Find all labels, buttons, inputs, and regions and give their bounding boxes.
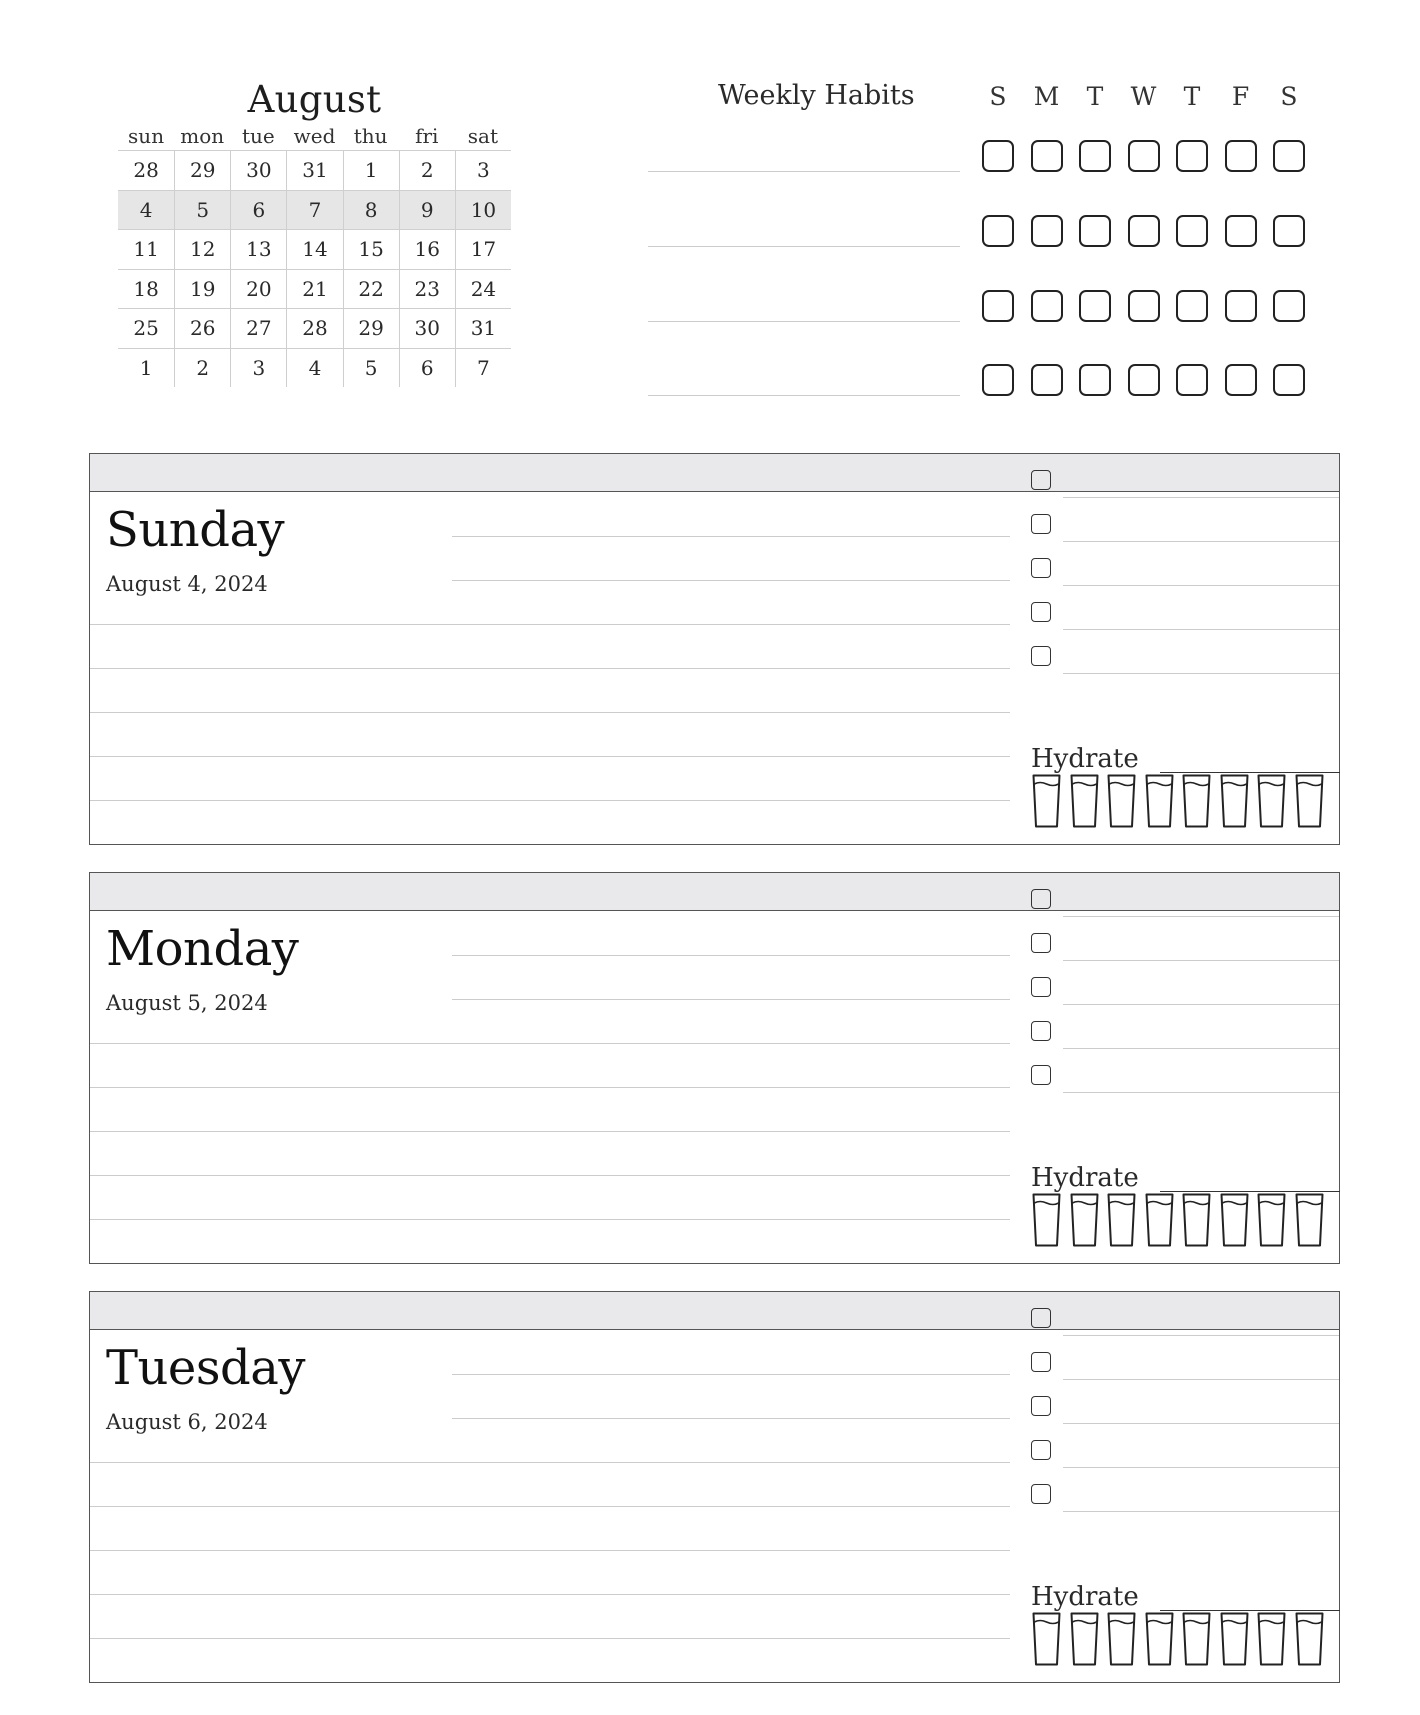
habit-checkbox[interactable] — [982, 140, 1014, 172]
notes-line[interactable] — [90, 1506, 1010, 1507]
notes-line[interactable] — [90, 800, 1010, 801]
calendar-day-cell[interactable]: 21 — [286, 269, 342, 309]
water-glass-icon[interactable] — [1182, 1612, 1211, 1666]
calendar-weekday-label: mon — [180, 124, 225, 148]
calendar-day-cell[interactable]: 28 — [118, 150, 174, 190]
day-date: August 5, 2024 — [106, 991, 268, 1015]
task-checkbox[interactable] — [1031, 646, 1051, 666]
water-glass-icon[interactable] — [1182, 1193, 1211, 1247]
calendar-day-cell[interactable]: 11 — [118, 229, 174, 269]
water-glass-icon[interactable] — [1145, 1612, 1174, 1666]
habit-checkbox[interactable] — [1079, 290, 1111, 322]
hydrate-label: Hydrate — [1031, 1163, 1139, 1193]
notes-line[interactable] — [452, 955, 1010, 956]
notes-line[interactable] — [452, 580, 1010, 581]
habit-checkbox[interactable] — [1273, 364, 1305, 396]
calendar-day-cell[interactable]: 17 — [455, 229, 511, 269]
habit-checkbox[interactable] — [1176, 215, 1208, 247]
calendar-day-cell[interactable]: 28 — [286, 308, 342, 348]
habit-checkbox[interactable] — [1176, 290, 1208, 322]
calendar-day-cell[interactable]: 4 — [286, 348, 342, 388]
task-line[interactable] — [1063, 541, 1339, 542]
habit-day-header: M — [1033, 82, 1060, 111]
calendar-weekday-label: tue — [241, 124, 275, 148]
day-date: August 6, 2024 — [106, 1410, 268, 1434]
notes-line[interactable] — [452, 1374, 1010, 1375]
calendar-day-cell[interactable]: 19 — [174, 269, 230, 309]
water-glass-icon[interactable] — [1220, 774, 1249, 828]
hydrate-line — [1160, 772, 1340, 773]
habit-checkbox[interactable] — [1031, 364, 1063, 396]
habit-checkbox[interactable] — [1128, 364, 1160, 396]
notes-line[interactable] — [90, 668, 1010, 669]
calendar-day-cell[interactable]: 3 — [455, 150, 511, 190]
habit-checkbox[interactable] — [982, 364, 1014, 396]
water-glass-icon[interactable] — [1295, 774, 1324, 828]
task-line[interactable] — [1063, 960, 1339, 961]
calendar-day-cell[interactable]: 30 — [230, 150, 286, 190]
water-glass-icon[interactable] — [1032, 774, 1061, 828]
hydrate-label: Hydrate — [1031, 1582, 1139, 1612]
habit-day-header: T — [1183, 82, 1201, 111]
notes-line[interactable] — [90, 1043, 1010, 1044]
calendar-day-cell[interactable]: 7 — [455, 348, 511, 388]
notes-line[interactable] — [90, 1175, 1010, 1176]
calendar-day-cell[interactable]: 3 — [230, 348, 286, 388]
habit-checkbox[interactable] — [1031, 140, 1063, 172]
hydrate-line — [1160, 1191, 1340, 1192]
water-glass-icon[interactable] — [1070, 1612, 1099, 1666]
habit-checkbox[interactable] — [1225, 215, 1257, 247]
habit-day-header: S — [989, 82, 1007, 111]
task-checkbox[interactable] — [1031, 1352, 1051, 1372]
water-glass-icon[interactable] — [1257, 1612, 1286, 1666]
habit-checkbox[interactable] — [1176, 364, 1208, 396]
habit-checkbox[interactable] — [1079, 364, 1111, 396]
habit-day-header: W — [1130, 82, 1157, 111]
day-name: Sunday — [106, 502, 285, 558]
habit-checkbox[interactable] — [1128, 215, 1160, 247]
calendar-day-cell[interactable]: 6 — [399, 348, 455, 388]
calendar-day-cell[interactable]: 6 — [230, 190, 286, 230]
calendar-day-cell[interactable]: 2 — [399, 150, 455, 190]
calendar-day-cell[interactable]: 29 — [174, 150, 230, 190]
water-glass-icon[interactable] — [1145, 1193, 1174, 1247]
day-header-bar[interactable] — [90, 873, 1339, 911]
calendar-day-cell[interactable]: 20 — [230, 269, 286, 309]
task-checkbox[interactable] — [1031, 1021, 1051, 1041]
day-header-bar[interactable] — [90, 1292, 1339, 1330]
calendar-day-cell[interactable]: 25 — [118, 308, 174, 348]
habit-checkbox[interactable] — [982, 290, 1014, 322]
water-glass-icon[interactable] — [1032, 1612, 1061, 1666]
notes-line[interactable] — [90, 1219, 1010, 1220]
calendar-day-cell[interactable]: 12 — [174, 229, 230, 269]
habit-checkbox[interactable] — [1225, 364, 1257, 396]
calendar-day-cell[interactable]: 23 — [399, 269, 455, 309]
calendar-day-cell[interactable]: 7 — [286, 190, 342, 230]
task-checkbox[interactable] — [1031, 1065, 1051, 1085]
habit-checkbox[interactable] — [1225, 290, 1257, 322]
calendar-day-cell[interactable]: 15 — [343, 229, 399, 269]
calendar-weekday-label: sun — [128, 124, 165, 148]
mini-calendar — [118, 78, 511, 387]
calendar-day-cell[interactable]: 13 — [230, 229, 286, 269]
calendar-weekday-label: wed — [293, 124, 336, 148]
habit-checkbox[interactable] — [1273, 290, 1305, 322]
task-line[interactable] — [1063, 497, 1339, 498]
notes-line[interactable] — [452, 999, 1010, 1000]
calendar-day-cell[interactable]: 1 — [343, 150, 399, 190]
calendar-day-cell[interactable]: 27 — [230, 308, 286, 348]
habit-name-line[interactable] — [648, 246, 960, 247]
task-checkbox[interactable] — [1031, 514, 1051, 534]
water-glass-icon[interactable] — [1295, 1193, 1324, 1247]
notes-line[interactable] — [90, 1550, 1010, 1551]
water-glass-icon[interactable] — [1107, 1193, 1136, 1247]
calendar-day-cell[interactable]: 16 — [399, 229, 455, 269]
calendar-day-cell[interactable]: 8 — [343, 190, 399, 230]
task-checkbox[interactable] — [1031, 977, 1051, 997]
task-line[interactable] — [1063, 1335, 1339, 1336]
water-glass-icon[interactable] — [1070, 1193, 1099, 1247]
water-glass-icon[interactable] — [1182, 774, 1211, 828]
task-line[interactable] — [1063, 1092, 1339, 1093]
calendar-day-cell[interactable]: 30 — [399, 308, 455, 348]
calendar-day-cell[interactable]: 18 — [118, 269, 174, 309]
habit-checkbox[interactable] — [1225, 140, 1257, 172]
notes-line[interactable] — [90, 1638, 1010, 1639]
water-glass-icon[interactable] — [1032, 1193, 1061, 1247]
habit-checkbox[interactable] — [1273, 140, 1305, 172]
task-line[interactable] — [1063, 673, 1339, 674]
habit-day-header: T — [1086, 82, 1104, 111]
task-checkbox[interactable] — [1031, 470, 1051, 490]
day-date: August 4, 2024 — [106, 572, 268, 596]
habit-checkbox[interactable] — [1079, 215, 1111, 247]
day-name: Monday — [106, 921, 299, 977]
task-line[interactable] — [1063, 1511, 1339, 1512]
habit-day-header: F — [1231, 82, 1250, 111]
day-section — [89, 1291, 1340, 1683]
calendar-day-cell[interactable]: 22 — [343, 269, 399, 309]
weekly-habits-title: Weekly Habits — [718, 80, 915, 111]
habit-checkbox[interactable] — [1176, 140, 1208, 172]
calendar-weekday-label: fri — [415, 124, 439, 148]
habit-checkbox[interactable] — [1128, 290, 1160, 322]
calendar-grid — [118, 122, 511, 387]
task-checkbox[interactable] — [1031, 602, 1051, 622]
notes-line[interactable] — [90, 1131, 1010, 1132]
habit-checkbox[interactable] — [1128, 140, 1160, 172]
hydrate-label: Hydrate — [1031, 744, 1139, 774]
day-section — [89, 453, 1340, 845]
calendar-day-cell[interactable]: 1 — [118, 348, 174, 388]
calendar-day-cell[interactable]: 24 — [455, 269, 511, 309]
task-checkbox[interactable] — [1031, 1308, 1051, 1328]
water-glass-icon[interactable] — [1220, 1193, 1249, 1247]
task-line[interactable] — [1063, 1004, 1339, 1005]
water-glass-icon[interactable] — [1295, 1612, 1324, 1666]
calendar-day-cell[interactable]: 29 — [343, 308, 399, 348]
habit-day-headers — [978, 82, 1318, 118]
habit-checkbox[interactable] — [1079, 140, 1111, 172]
habit-name-line[interactable] — [648, 321, 960, 322]
task-checkbox[interactable] — [1031, 1484, 1051, 1504]
habit-checkbox[interactable] — [1031, 215, 1063, 247]
water-glass-icon[interactable] — [1220, 1612, 1249, 1666]
day-name: Tuesday — [106, 1340, 305, 1396]
habit-day-header: S — [1280, 82, 1298, 111]
habit-checkbox[interactable] — [1031, 290, 1063, 322]
notes-line[interactable] — [452, 1418, 1010, 1419]
notes-line[interactable] — [90, 1594, 1010, 1595]
calendar-day-cell[interactable]: 2 — [174, 348, 230, 388]
task-line[interactable] — [1063, 916, 1339, 917]
calendar-day-cell[interactable]: 5 — [343, 348, 399, 388]
calendar-day-cell[interactable]: 31 — [286, 150, 342, 190]
hydrate-line — [1160, 1610, 1340, 1611]
water-glass-icon[interactable] — [1257, 1193, 1286, 1247]
notes-line[interactable] — [90, 1462, 1010, 1463]
task-checkbox[interactable] — [1031, 1396, 1051, 1416]
calendar-day-cell[interactable]: 31 — [455, 308, 511, 348]
habit-name-line[interactable] — [648, 171, 960, 172]
day-section — [89, 872, 1340, 1264]
water-glass-icon[interactable] — [1070, 774, 1099, 828]
calendar-weekday-label: sat — [467, 124, 499, 148]
notes-line[interactable] — [90, 624, 1010, 625]
water-glass-icon[interactable] — [1145, 774, 1174, 828]
notes-line[interactable] — [90, 1087, 1010, 1088]
task-line[interactable] — [1063, 1423, 1339, 1424]
water-glass-icon[interactable] — [1107, 774, 1136, 828]
calendar-day-cell[interactable]: 14 — [286, 229, 342, 269]
task-checkbox[interactable] — [1031, 889, 1051, 909]
task-line[interactable] — [1063, 1048, 1339, 1049]
notes-line[interactable] — [90, 756, 1010, 757]
task-checkbox[interactable] — [1031, 558, 1051, 578]
calendar-weekday-label: thu — [353, 124, 388, 148]
water-glass-icon[interactable] — [1107, 1612, 1136, 1666]
task-line[interactable] — [1063, 629, 1339, 630]
notes-line[interactable] — [90, 712, 1010, 713]
task-line[interactable] — [1063, 1379, 1339, 1380]
calendar-day-cell[interactable]: 10 — [455, 190, 511, 230]
calendar-month-title: August — [247, 78, 382, 121]
habit-checkbox[interactable] — [982, 215, 1014, 247]
task-checkbox[interactable] — [1031, 1440, 1051, 1460]
water-glass-icon[interactable] — [1257, 774, 1286, 828]
task-line[interactable] — [1063, 585, 1339, 586]
notes-line[interactable] — [452, 536, 1010, 537]
calendar-day-cell[interactable]: 5 — [174, 190, 230, 230]
task-line[interactable] — [1063, 1467, 1339, 1468]
habit-name-line[interactable] — [648, 395, 960, 396]
calendar-day-cell[interactable]: 26 — [174, 308, 230, 348]
day-header-bar[interactable] — [90, 454, 1339, 492]
calendar-day-cell[interactable]: 4 — [118, 190, 174, 230]
calendar-day-cell[interactable]: 9 — [399, 190, 455, 230]
habit-checkbox[interactable] — [1273, 215, 1305, 247]
task-checkbox[interactable] — [1031, 933, 1051, 953]
